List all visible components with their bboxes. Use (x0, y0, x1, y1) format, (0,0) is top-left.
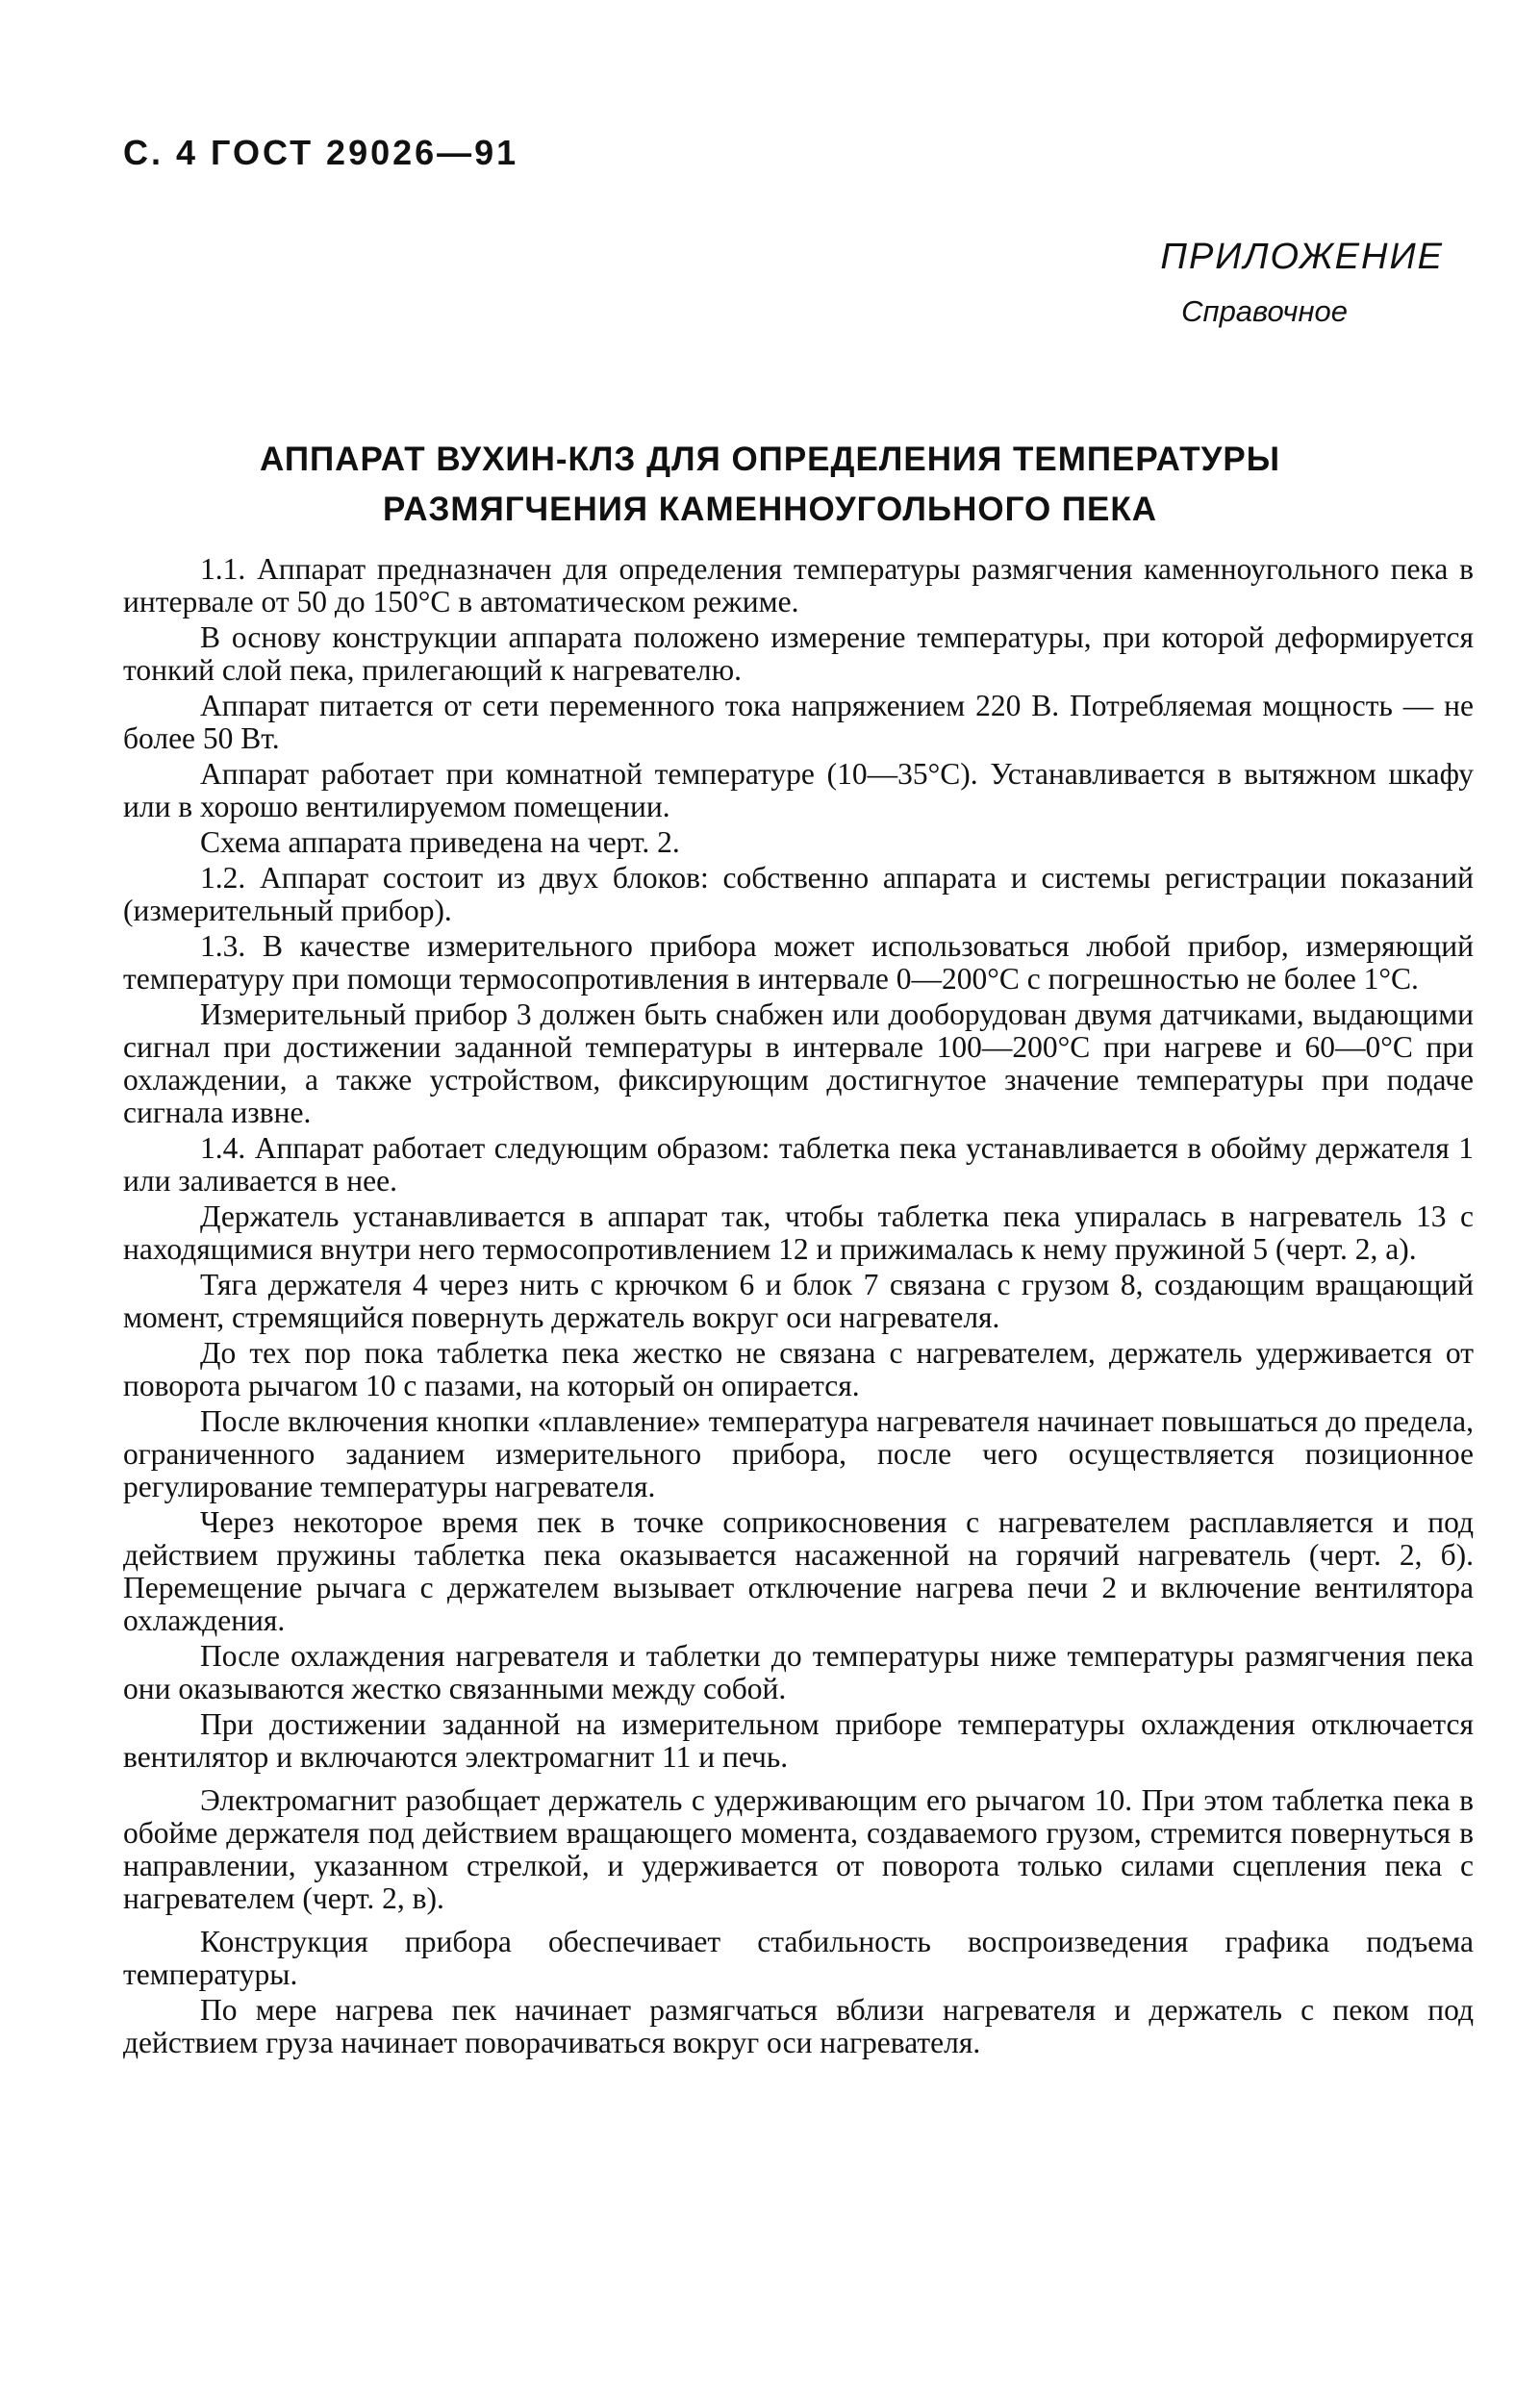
paragraph-design-stability: Конструкция прибора обеспечивает стабильность воспроизведения графика подъема температуры. (123, 1925, 1474, 1991)
paragraph-power: Аппарат питается от сети переменного тока напряжением 220 В. Потребляемая мощность — не более 50 Вт. (123, 689, 1474, 755)
paragraph-holder-rod: Тяга держателя 4 через нить с крючком 6 и блок 7 связана с грузом 8, создающим вращающий момент, стремящийся повернуть держатель вокруг оси нагревателя. (123, 1268, 1474, 1334)
paragraph-operating-conditions: Аппарат работает при комнатной температуре (10—35°С). Устанавливается в вытяжном шкафу или в хорошо вентилируемом помещении. (123, 757, 1474, 823)
document-title (135, 435, 1405, 535)
paragraph-1-2: 1.2. Аппарат состоит из двух блоков: собственно аппарата и системы регистрации показаний (измерительный прибор). (123, 861, 1474, 927)
document-title-line-1: АППАРАТ ВУХИН-КЛЗ ДЛЯ ОПРЕДЕЛЕНИЯ ТЕМПЕРАТУРЫ (260, 441, 1280, 478)
paragraph-measuring-device: Измерительный прибор 3 должен быть снабжен или дооборудован двумя датчиками, выдающими сигнал при достижении заданной температуры в интервале 100—200°С при нагреве и 60—0°С при охлаждении, а также устройством, фиксирующим достигнутое значение температуры при подаче сигнала извне. (123, 997, 1474, 1129)
paragraph-1-3: 1.3. В качестве измерительного прибора может использоваться любой прибор, измеряющий температуру при помощи термосопротивления в интервале 0—200°С с погрешностью не более 1°С. (123, 929, 1474, 996)
paragraph-1-4: 1.4. Аппарат работает следующим образом: таблетка пека устанавливается в обойму держателя 1 или заливается в нее. (123, 1131, 1474, 1198)
paragraph-melting-process: Через некоторое время пек в точке соприкосновения с нагревателем расплавляется и под действием пружины таблетка пека оказывается насаженной на горячий нагреватель (черт. 2, б). Перемещение рычага с держателем вызывает отключение нагрева печи 2 и включение вентилятора охлаждения. (123, 1505, 1474, 1637)
paragraph-holder-lever: До тех пор пока таблетка пека жестко не связана с нагревателем, держатель удерживается от поворота рычагом 10 с пазами, на который он опирается. (123, 1336, 1474, 1402)
paragraph-1-1: 1.1. Аппарат предназначен для определения температуры размягчения каменноугольного пека в интервале от 50 до 150°С в автоматическом режиме. (123, 552, 1474, 618)
body-text (123, 553, 1474, 2062)
paragraph-holder-install: Держатель устанавливается в аппарат так, чтобы таблетка пека упиралась в нагреватель 13 с находящимися внутри него термосопротивлением 12 и прижималась к нему пружиной 5 (черт. 2, а). (123, 1199, 1474, 1266)
paragraph-heating-softening: По мере нагрева пек начинает размягчаться вблизи нагревателя и держатель с пеком под действием груза начинает поворачиваться вокруг оси нагревателя. (123, 1993, 1474, 2059)
appendix-subtitle: Справочное (1181, 294, 1348, 328)
paragraph-scheme-ref: Схема аппарата приведена на черт. 2. (200, 825, 680, 859)
paragraph-cooling-temp: При достижении заданной на измерительном приборе температуры охлаждения отключается вентилятор и включаются электромагнит 11 и печь. (123, 1707, 1474, 1774)
paragraph-construction-basis: В основу конструкции аппарата положено измерение температуры, при которой деформируется тонкий слой пека, прилегающий к нагревателю. (123, 620, 1474, 687)
document-title-line-2: РАЗМЯГЧЕНИЯ КАМЕННОУГОЛЬНОГО ПЕКА (382, 491, 1158, 528)
paragraph-electromagnet: Электромагнит разобщает держатель с удерживающим его рычагом 10. При этом таблетка пека в обойме держателя под действием вращающего момента, создаваемого грузом, стремится повернуться в направлении, указанном стрелкой, и удерживается от поворота только силами сцепления пека с нагревателем (черт. 2, в). (123, 1783, 1474, 1915)
paragraph-cooling: После охлаждения нагревателя и таблетки до температуры ниже температуры размягчения пека они оказываются жестко связанными между собой. (123, 1639, 1474, 1705)
page-header: С. 4 ГОСТ 29026—91 (123, 133, 519, 172)
appendix-title: ПРИЛОЖЕНИЕ (1160, 237, 1444, 277)
paragraph-melting-button: После включения кнопки «плавление» температура нагревателя начинает повышаться до предела, ограниченного заданием измерительного прибора, после чего осуществляется позиционное регулирование температуры нагревателя. (123, 1404, 1474, 1503)
